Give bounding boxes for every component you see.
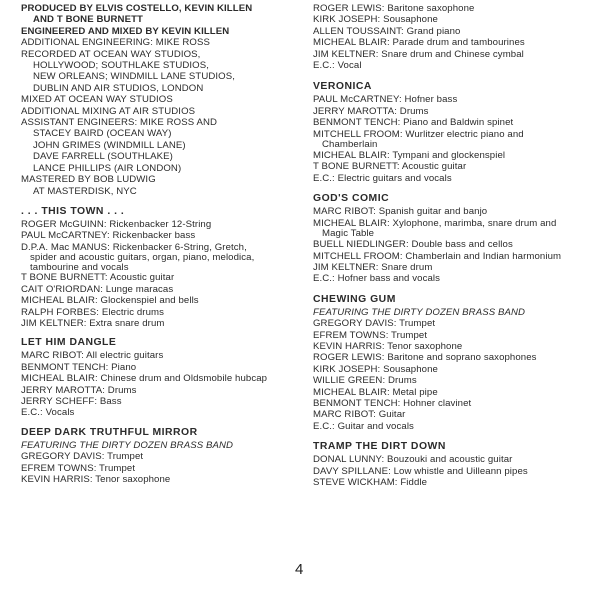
page-number: 4 [295,561,304,578]
credit-line: MICHEAL BLAIR: Metal pipe [313,386,438,398]
credit-line: RALPH FORBES: Electric drums [21,306,165,318]
credit-line: tambourine and vocals [30,261,129,273]
recorded-line-4: DUBLIN AND AIR STUDIOS, LONDON [33,82,204,94]
produced-by-line-2: AND T BONE BURNETT [33,14,143,26]
credit-line: E.C.: Vocals [21,407,75,419]
credit-line: DONAL LUNNY: Bouzouki and acoustic guitar [313,454,513,466]
credit-line: CAIT O'RIORDAN: Lunge maracas [21,283,174,295]
section-title-let-him-dangle: LET HIM DANGLE [21,337,117,349]
featuring-line: FEATURING THE DIRTY DOZEN BRASS BAND [21,439,234,451]
credit-line: Magic Table [322,228,375,240]
recorded-line-3: NEW ORLEANS; WINDMILL LANE STUDIOS, [33,71,235,83]
produced-by-line: PRODUCED BY ELVIS COSTELLO, KEVIN KILLEN [21,3,253,14]
recorded-line-2: HOLLYWOOD; SOUTHLAKE STUDIOS, [33,60,209,72]
engineered-line: ENGINEERED AND MIXED BY KEVIN KILLEN [21,25,230,37]
credit-line: JIM KELTNER: Snare drum [313,261,433,273]
credit-line: MARC RIBOT: Spanish guitar and banjo [313,206,488,218]
credit-line: EFREM TOWNS: Trumpet [313,329,428,341]
credit-line: spider and acoustic guitars, organ, piano, melodica, [30,252,255,264]
credit-line: T BONE BURNETT: Acoustic guitar [21,272,175,284]
assistant-engineers-line-5: LANCE PHILLIPS (AIR LONDON) [33,162,182,174]
credit-line: E.C.: Electric guitars and vocals [313,172,452,184]
credit-line: JIM KELTNER: Snare drum and Chinese cymbal [313,48,524,60]
credit-line: MICHEAL BLAIR: Tympani and glockenspiel [313,150,506,162]
section-title-this-town: . . . THIS TOWN . . . [21,205,125,217]
credit-line: GREGORY DAVIS: Trumpet [21,451,144,463]
credit-line: BENMONT TENCH: Hohner clavinet [313,397,472,409]
credit-line: ROGER LEWIS: Baritone and soprano saxophones [313,352,537,364]
assistant-engineers-line-2: STACEY BAIRD (OCEAN WAY) [33,128,172,140]
featuring-line: FEATURING THE DIRTY DOZEN BRASS BAND [313,306,526,318]
credit-line: MARC RIBOT: Guitar [313,409,406,421]
credit-line: KEVIN HARRIS: Tenor saxophone [21,474,171,485]
assistant-engineers-line-4: DAVE FARRELL (SOUTHLAKE) [33,151,173,163]
right-column [313,3,588,488]
credit-line: ROGER McGUINN: Rickenbacker 12-String [21,218,212,230]
credit-line: BUELL NIEDLINGER: Double bass and cellos [313,239,513,251]
credit-line: KIRK JOSEPH: Sousaphone [313,363,438,375]
credit-line: ROGER LEWIS: Baritone saxophone [313,3,475,14]
credit-line: KEVIN HARRIS: Tenor saxophone [313,340,463,352]
credit-line: STEVE WICKHAM: Fiddle [313,477,428,488]
section-title-deep-dark: DEEP DARK TRUTHFUL MIRROR [21,426,198,438]
credit-line: ALLEN TOUSSAINT: Grand piano [313,25,461,37]
section-title-chewing-gum: CHEWING GUM [313,293,396,305]
additional-mixing-line: ADDITIONAL MIXING AT AIR STUDIOS [21,105,196,117]
credit-line: MICHEAL BLAIR: Glockenspiel and bells [21,295,199,307]
credit-line: MICHEAL BLAIR: Parade drum and tambourines [313,37,525,49]
credit-line: DAVY SPILLANE: Low whistle and Uilleann pipes [313,465,528,477]
credit-line: T BONE BURNETT: Acoustic guitar [313,161,467,173]
credit-line: JERRY MAROTTA: Drums [21,384,137,396]
credit-line: JERRY MAROTTA: Drums [313,105,429,117]
credit-line: EFREM TOWNS: Trumpet [21,462,136,474]
assistant-engineers-line-3: JOHN GRIMES (WINDMILL LANE) [33,139,186,151]
credit-line: D.P.A. Mac MANUS: Rickenbacker 6-String, Gretch, [21,241,247,253]
mastered-line-2: AT MASTERDISK, NYC [33,185,137,197]
section-title-veronica: VERONICA [313,81,372,93]
credit-line: WILLIE GREEN: Drums [313,375,417,387]
assistant-engineers-line: ASSISTANT ENGINEERS: MIKE ROSS AND [21,117,218,129]
credit-line: Chamberlain [322,139,378,151]
credit-line: KIRK JOSEPH: Sousaphone [313,14,438,26]
credit-line: PAUL McCARTNEY: Rickenbacker bass [21,230,196,242]
credit-line: MITCHELL FROOM: Wurlitzer electric piano and [313,128,524,140]
mastered-line: MASTERED BY BOB LUDWIG [21,174,156,186]
credit-line: GREGORY DAVIS: Trumpet [313,318,436,330]
credit-line: E.C.: Guitar and vocals [313,420,414,432]
credit-line: JERRY SCHEFF: Bass [21,395,122,407]
credit-line: JIM KELTNER: Extra snare drum [21,317,165,329]
credit-line: MARC RIBOT: All electric guitars [21,350,164,362]
additional-engineering-line: ADDITIONAL ENGINEERING: MIKE ROSS [21,37,210,49]
credit-line: BENMONT TENCH: Piano and Baldwin spinet [313,117,514,129]
left-column [21,3,293,485]
credit-line: E.C.: Hofner bass and vocals [313,273,441,285]
section-title-gods-comic: GOD'S COMIC [313,193,390,205]
section-title-tramp: TRAMP THE DIRT DOWN [313,441,446,453]
credit-line: E.C.: Vocal [313,60,362,72]
mixed-line: MIXED AT OCEAN WAY STUDIOS [21,94,173,106]
recorded-line: RECORDED AT OCEAN WAY STUDIOS, [21,48,201,60]
credit-line: PAUL McCARTNEY: Hofner bass [313,94,458,106]
credit-line: MITCHELL FROOM: Chamberlain and Indian harmonium [313,250,562,262]
credit-line: MICHEAL BLAIR: Chinese drum and Oldsmobile hubcap [21,373,268,385]
credit-line: BENMONT TENCH: Piano [21,361,137,373]
credit-line: MICHEAL BLAIR: Xylophone, marimba, snare drum and [313,217,557,229]
